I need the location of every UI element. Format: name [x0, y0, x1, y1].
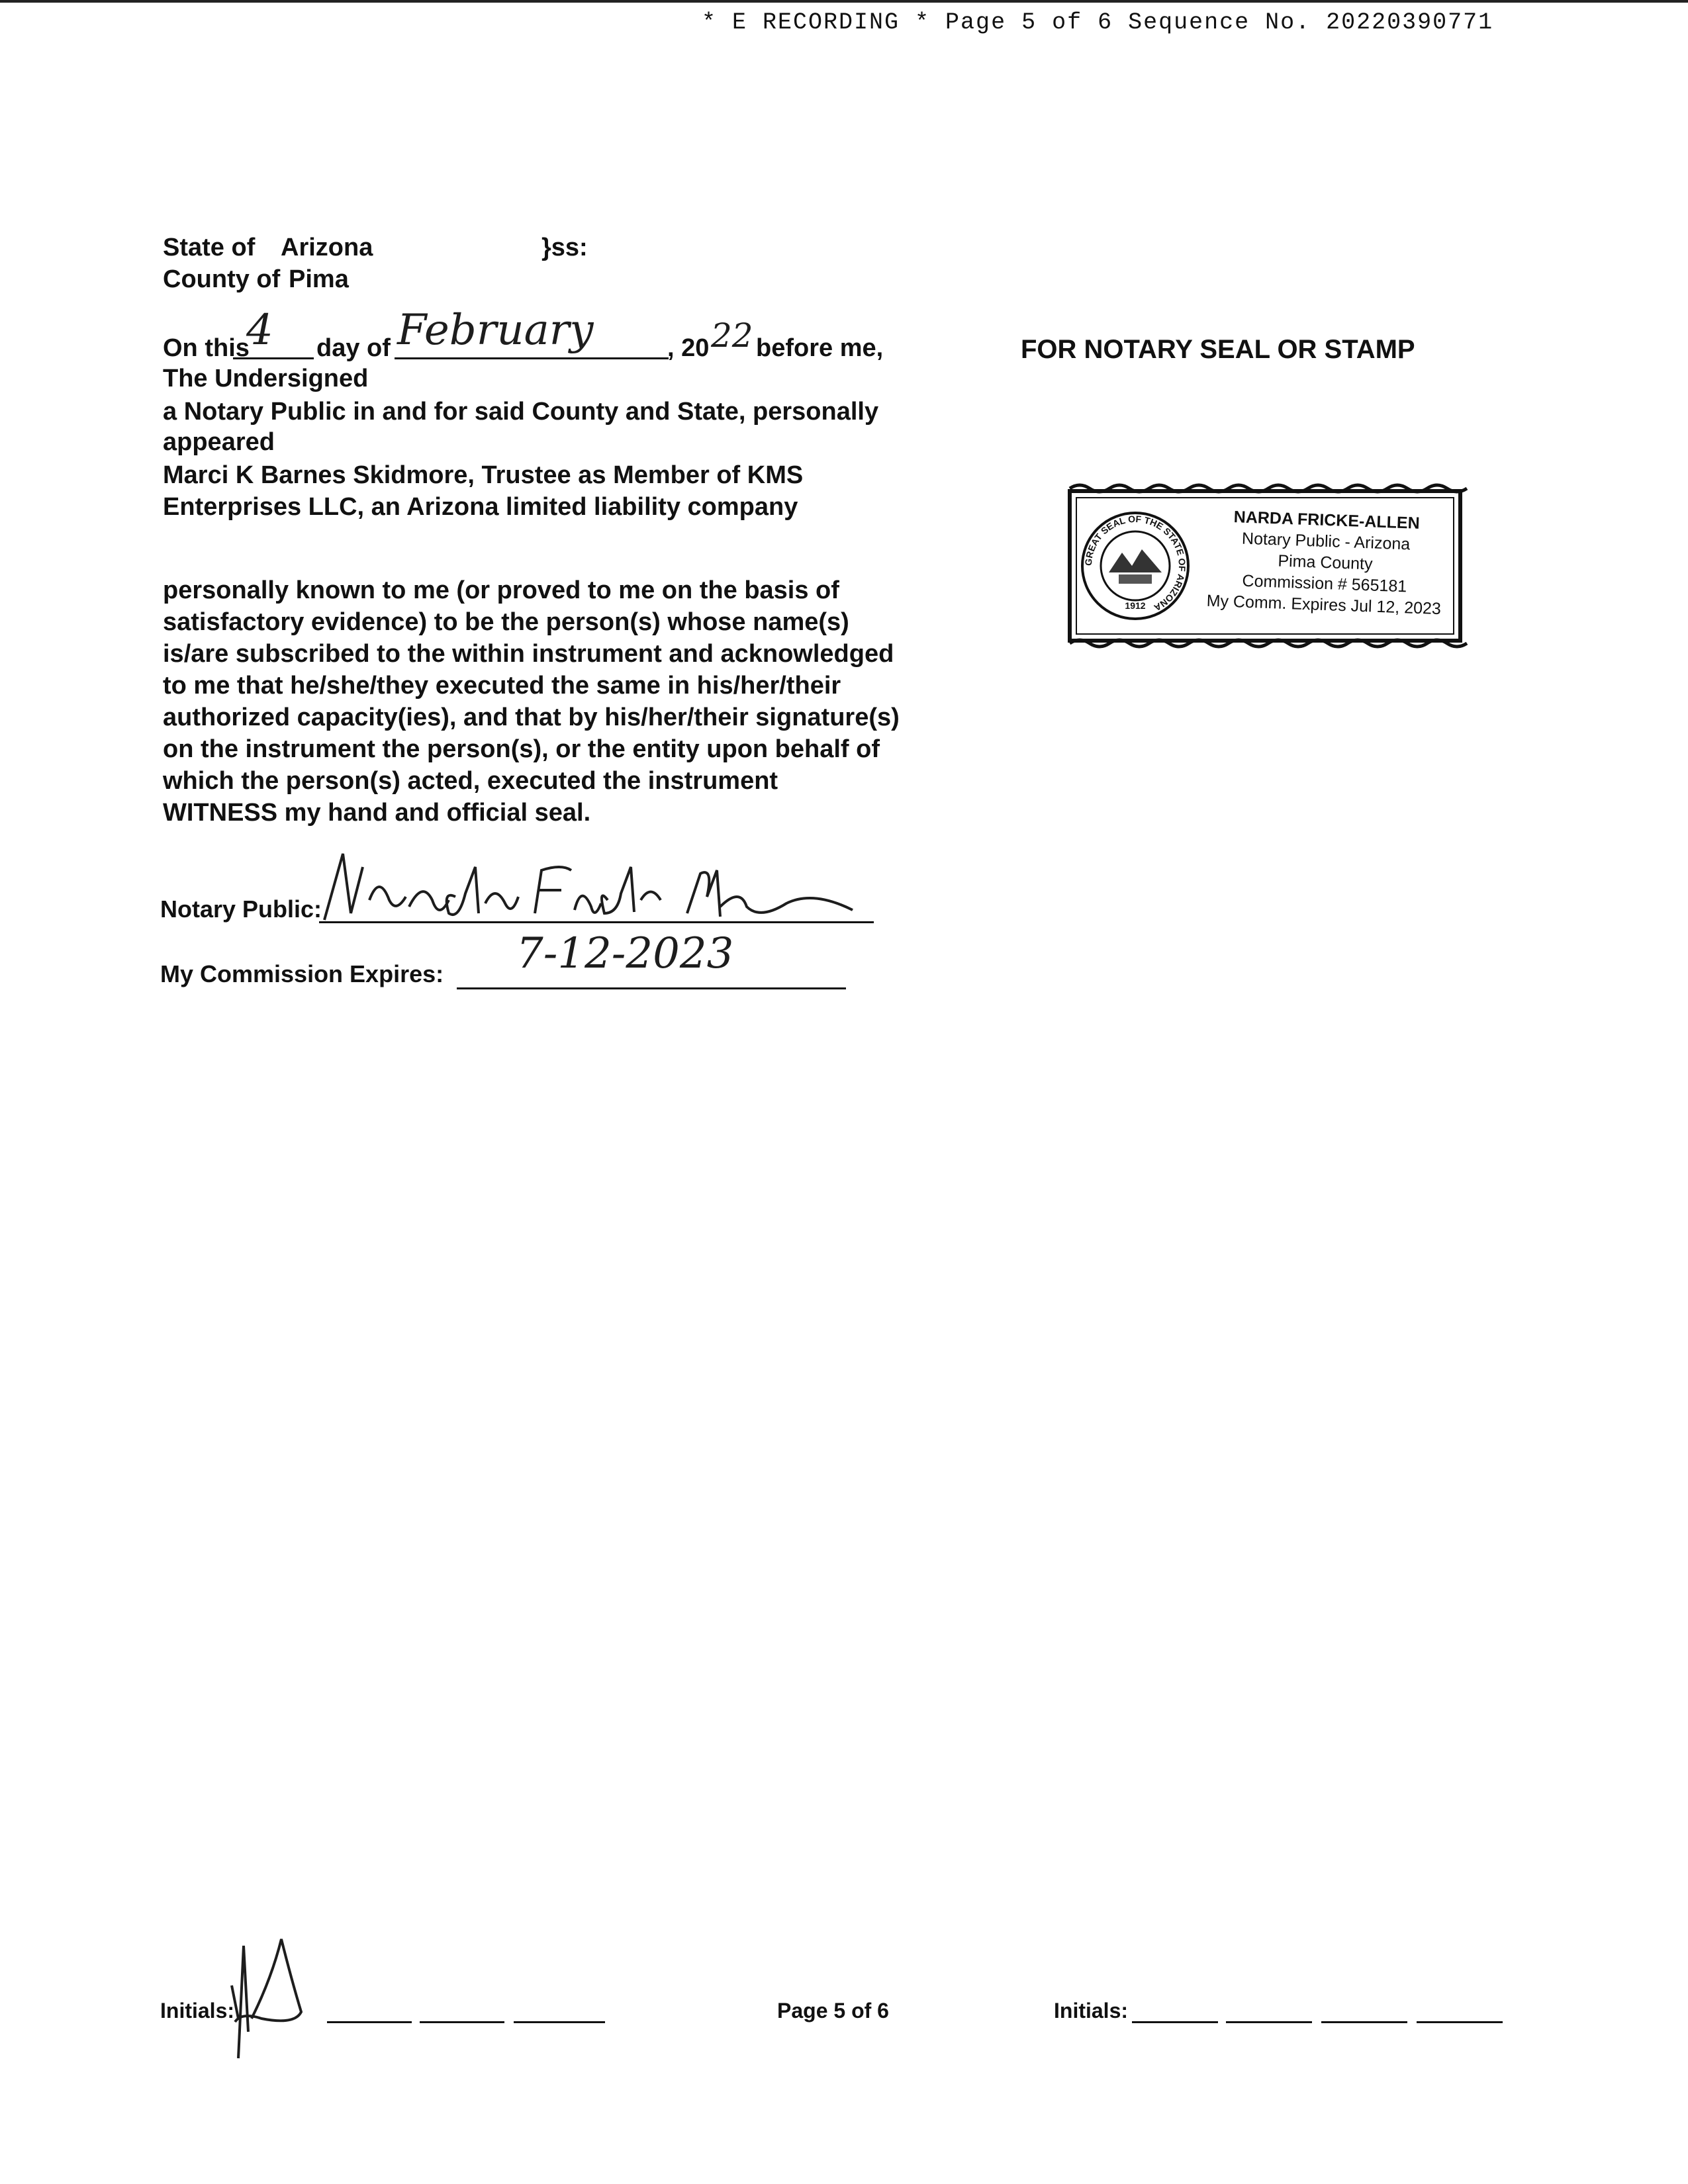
day-underline — [233, 357, 314, 359]
initials-left-line-3 — [514, 2021, 605, 2023]
top-border — [0, 0, 1688, 3]
body-line-2: satisfactory evidence) to be the person(s) whose name(s) — [163, 608, 849, 636]
month-value: February — [397, 306, 594, 355]
initials-left-signature — [225, 1933, 338, 2065]
body-line-5: authorized capacity(ies), and that by his/her/their signature(s) — [163, 704, 900, 731]
stamp-line-commission: Commission # 565181 — [1242, 571, 1407, 596]
year-value: 22 — [711, 316, 753, 355]
initials-right-label: Initials: — [1054, 1999, 1129, 2023]
page-number: Page 5 of 6 — [777, 1999, 889, 2023]
ack-line-1: The Undersigned — [163, 365, 369, 392]
on-this-label: On this — [163, 334, 250, 362]
commission-label: My Commission Expires: — [160, 960, 444, 987]
commission-underline — [457, 987, 846, 989]
commission-value: 7-12-2023 — [516, 929, 734, 978]
initials-left-line-2 — [420, 2021, 504, 2023]
stamp-line-title: Notary Public - Arizona — [1241, 529, 1411, 554]
county-label: County of — [163, 265, 281, 293]
initials-right-line-3 — [1321, 2021, 1407, 2023]
stamp-line-county: Pima County — [1277, 551, 1374, 574]
initials-left-label: Initials: — [160, 1999, 235, 2023]
county-value: Pima — [289, 265, 349, 293]
seal-year: 1912 — [1125, 600, 1146, 611]
state-label: State of — [163, 234, 256, 261]
state-value: Arizona — [281, 234, 373, 261]
ack-line-2: a Notary Public in and for said County and State, personally — [163, 398, 879, 426]
notary-stamp — [1062, 482, 1468, 650]
year-prefix: , 20 — [667, 334, 710, 362]
body-line-7: which the person(s) acted, executed the instrument — [163, 767, 778, 795]
body-line-6: on the instrument the person(s), or the entity upon behalf of — [163, 735, 880, 763]
seal-area-label: FOR NOTARY SEAL OR STAMP — [1021, 335, 1415, 364]
notary-public-label: Notary Public: — [160, 895, 322, 923]
initials-right-line-2 — [1226, 2021, 1312, 2023]
day-of-label: day of — [316, 334, 391, 362]
notary-signature — [316, 841, 872, 933]
initials-right-line-1 — [1132, 2021, 1218, 2023]
stamp-line-expires: My Comm. Expires Jul 12, 2023 — [1206, 591, 1442, 619]
body-line-1: personally known to me (or proved to me on the basis of — [163, 576, 839, 604]
ack-line-5: Enterprises LLC, an Arizona limited liability company — [163, 493, 798, 521]
ack-line-3: appeared — [163, 428, 275, 456]
ss-label: }ss: — [541, 234, 588, 261]
notary-public-underline — [319, 921, 874, 923]
stamp-line-name: NARDA FRICKE-ALLEN — [1233, 508, 1421, 533]
initials-right-line-4 — [1417, 2021, 1503, 2023]
ack-line-4: Marci K Barnes Skidmore, Trustee as Member of KMS — [163, 461, 804, 489]
body-line-4: to me that he/she/they executed the same in his/her/their — [163, 672, 841, 700]
before-me-label: before me, — [756, 334, 884, 362]
initials-left-line-1 — [327, 2021, 412, 2023]
seal-ring-text: GREAT SEAL OF THE STATE OF ARIZONA — [1082, 513, 1188, 614]
recording-banner: * E RECORDING * Page 5 of 6 Sequence No. 20220390771 — [702, 9, 1494, 36]
day-value: 4 — [246, 306, 273, 355]
body-line-8: WITNESS my hand and official seal. — [163, 799, 591, 827]
month-underline — [395, 357, 669, 359]
stamp-text — [1190, 505, 1460, 620]
body-line-3: is/are subscribed to the within instrument and acknowledged — [163, 640, 894, 668]
state-seal — [1079, 510, 1192, 622]
